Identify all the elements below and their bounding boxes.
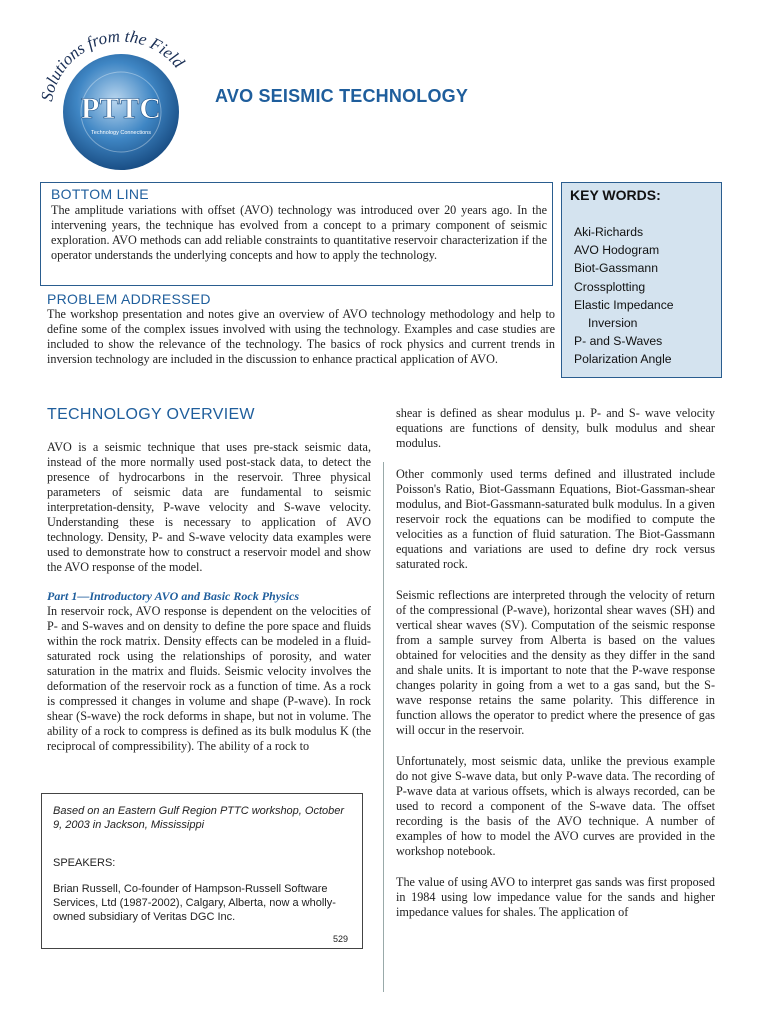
- document-title: AVO SEISMIC TECHNOLOGY: [215, 86, 469, 106]
- bottom-line-text: The amplitude variations with offset (AVO) technology was introduced over 20 years ago. In the intervening years, the technique has evolved from a concept to a primary component of seismic exploration. AVO methods can add reliable constraints to quantitative reservoir characterization if the operator understands the underlying concepts and how to apply the technology.: [51, 203, 547, 262]
- key-word: AVO Hodogram: [574, 243, 660, 258]
- key-words-heading: KEY WORDS:: [570, 187, 661, 203]
- logo-arc-text: Solutions from the Field: [37, 26, 189, 103]
- workshop-note: Based on an Eastern Gulf Region PTTC workshop, October 9, 2003 in Jackson, Mississippi: [53, 805, 345, 831]
- key-word: Biot-Gassmann: [574, 261, 658, 276]
- logo-tagline: Technology Connections: [91, 130, 151, 136]
- body-paragraph: The value of using AVO to interpret gas sands was first proposed in 1984 using low impedance value for the sands and higher impedance values for shales. The application of: [396, 875, 715, 919]
- key-word: Crossplotting: [574, 279, 646, 294]
- key-word: Aki-Richards: [574, 225, 644, 239]
- body-paragraph: shear is defined as shear modulus µ. P- and S- wave velocity equations are functions of density, bulk modulus and shear modulus.: [396, 406, 715, 450]
- right-column: [396, 406, 715, 920]
- key-word: Polarization Angle: [574, 352, 672, 367]
- problem-addressed-text: The workshop presentation and notes give an overview of AVO technology methodology and help to define some of the complex issues involved with using the technology. Examples and case studies are included to show the relevance of the technology. The basics of rock physics and current trends in inversion technology are included in the discussion to enhance practical application of AVO.: [47, 307, 555, 366]
- left-column: [47, 440, 371, 754]
- speakers-label: SPEAKERS:: [53, 857, 116, 869]
- workshop-info-box: [41, 793, 363, 949]
- bottom-line-heading: BOTTOM LINE: [51, 186, 149, 202]
- part1-heading: Part 1—Introductory AVO and Basic Rock Physics: [47, 589, 300, 603]
- key-words-list: [574, 223, 674, 369]
- technology-overview-heading: TECHNOLOGY OVERVIEW: [47, 406, 255, 423]
- column-divider: [383, 462, 384, 992]
- speaker-text: Brian Russell, Co-founder of Hampson-Russell Software Services, Ltd (1987-2002), Calgary, Alberta, now a wholly-owned subsidiary of Veritas DGC Inc.: [53, 883, 336, 923]
- pttc-logo: [30, 20, 210, 190]
- body-paragraph: Unfortunately, most seismic data, unlike the previous example do not give S-wave data, but only P-wave data. The recording of P-wave data at various offsets, which is always recorded, can be used to record a component of the S-wave data. The offset recording is the basis of the AVO technique. A number of examples of how to model the AVO curves are provided in the workshop notebook.: [396, 754, 715, 858]
- problem-addressed-heading: PROBLEM ADDRESSED: [47, 291, 211, 307]
- part1-paragraph: In reservoir rock, AVO response is dependent on the velocities of P- and S-waves and on density to define the pore space and fluids within the rock matrix. Density effects can be modeled in a fluid-saturated rock using the relationships of porosity, and water saturation in the matrix and fluids. Seismic velocity involves the deformation of the reservoir rock as a function of time. As a rock is compressed it changes in volume and shape (P-wave). In rock shear (S-wave) the rock deforms in shape, but not in volume. The ability of a rock to compress is defined as its bulk modulus K (the reciprocal of compressibility). The ability of a rock to: [47, 604, 371, 753]
- key-words-box: [561, 182, 722, 378]
- intro-paragraph: AVO is a seismic technique that uses pre-stack seismic data, instead of the more normally used post-stack data, to detect the presence of hydrocarbons in the reservoir. Three physical parameters of seismic data are fundamental to seismic interpretation-density, P-wave velocity and S-wave velocity. Understanding these is necessary to application of AVO technology. Density, P- and S-wave velocity data examples were used to demonstrate how to construct a reservoir model and show the AVO response of the model.: [47, 440, 371, 574]
- key-word: Elastic Impedance: [574, 297, 674, 312]
- logo-name: PTTC: [80, 92, 162, 125]
- key-word: P- and S-Waves: [574, 334, 663, 349]
- page-number: 529: [332, 934, 348, 944]
- body-paragraph: Seismic reflections are interpreted through the velocity of return of the compressional (P-wave), horizontal shear waves (SH) and vertical shear waves (SV). Computation of the seismic response from a sample survey from Alberta is based on the values obtained for velocities and the density as they differ in the sand and shale units. It is important to note that the P-wave response changes polarity in going from a wet to a gas sand, but the S-wave response retains the same polarity. This difference in function allows the operator to predict where the presence of gas will occur in the reservoir.: [396, 588, 715, 737]
- key-word: Inversion: [588, 315, 638, 330]
- body-paragraph: Other commonly used terms defined and illustrated include Poisson's Ratio, Biot-Gassmann Equations, Biot-Gassman-shear modulus, and Biot-Gassmann-saturated bulk modulus. In a given reservoir rock the equations can be modified to compute the velocities as a function of fluid saturation. The Biot-Gassmann equations and variations are used to define dry rock versus saturated rock.: [396, 467, 715, 571]
